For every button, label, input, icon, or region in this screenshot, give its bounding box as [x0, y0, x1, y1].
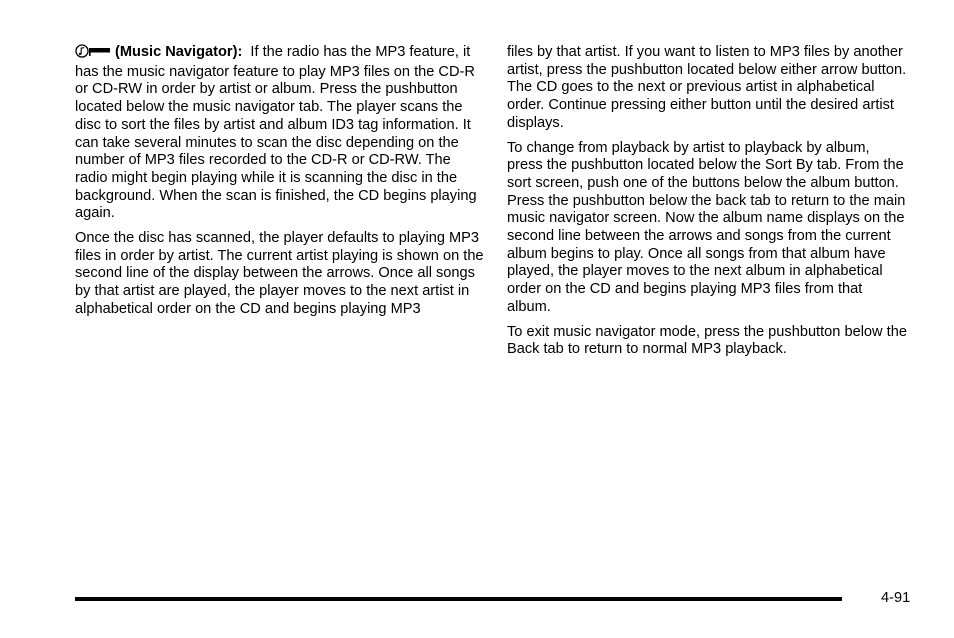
album-playback-paragraph: To change from playback by artist to playback by album, press the pushbutton located below the Sort By tab. From the sort screen, push one of the buttons below the album button. Press the pushbutton below the back tab to return to the main music navigator screen. Now the album name displays on the second line between the arrows and songs from the current album begins to play. Once all songs from that album have played, the player moves to the next album in alphabetical order on the CD and begins playing MP3 files from that album.	[507, 139, 906, 315]
exit-navigator-paragraph: To exit music navigator mode, press the pushbutton below the Back tab to return to normal MP3 playback.	[507, 323, 907, 358]
page-number: 4-91	[881, 590, 911, 606]
footer-rule	[75, 597, 842, 601]
music-navigator-heading: (Music Navigator):	[115, 44, 243, 60]
left-column	[75, 44, 485, 326]
music-navigator-body: If the radio has the MP3 feature, it has the music navigator feature to play MP3 files on the CD-R or CD-RW in order by artist or album. Press the pushbutton located below the music navigator tab. The player scans the disc to sort the files by artist and album ID3 tag information. It can take several minutes to scan the disc depending on the number of MP3 files recorded to the CD-R or CD-RW. The radio might begin playing while it is scanning the disc in the background. When the scan is finished, the CD begins playing again.	[75, 44, 477, 222]
music-navigator-paragraph	[75, 44, 485, 223]
music-navigator-icon	[75, 44, 111, 64]
artist-order-paragraph: Once the disc has scanned, the player defaults to playing MP3 files in order by artist. The current artist playing is shown on the second line of the display between the arrows. Once all songs by that artist are played, the player moves to the next artist in alphabetical order on the CD and begins playing MP3	[75, 230, 484, 317]
right-column	[507, 44, 907, 366]
artist-continue-paragraph: files by that artist. If you want to listen to MP3 files by another artist, press the pushbutton located below either arrow button. The CD goes to the next or previous artist in alphabetical order. Continue pressing either button until the desired artist displays.	[507, 44, 907, 131]
